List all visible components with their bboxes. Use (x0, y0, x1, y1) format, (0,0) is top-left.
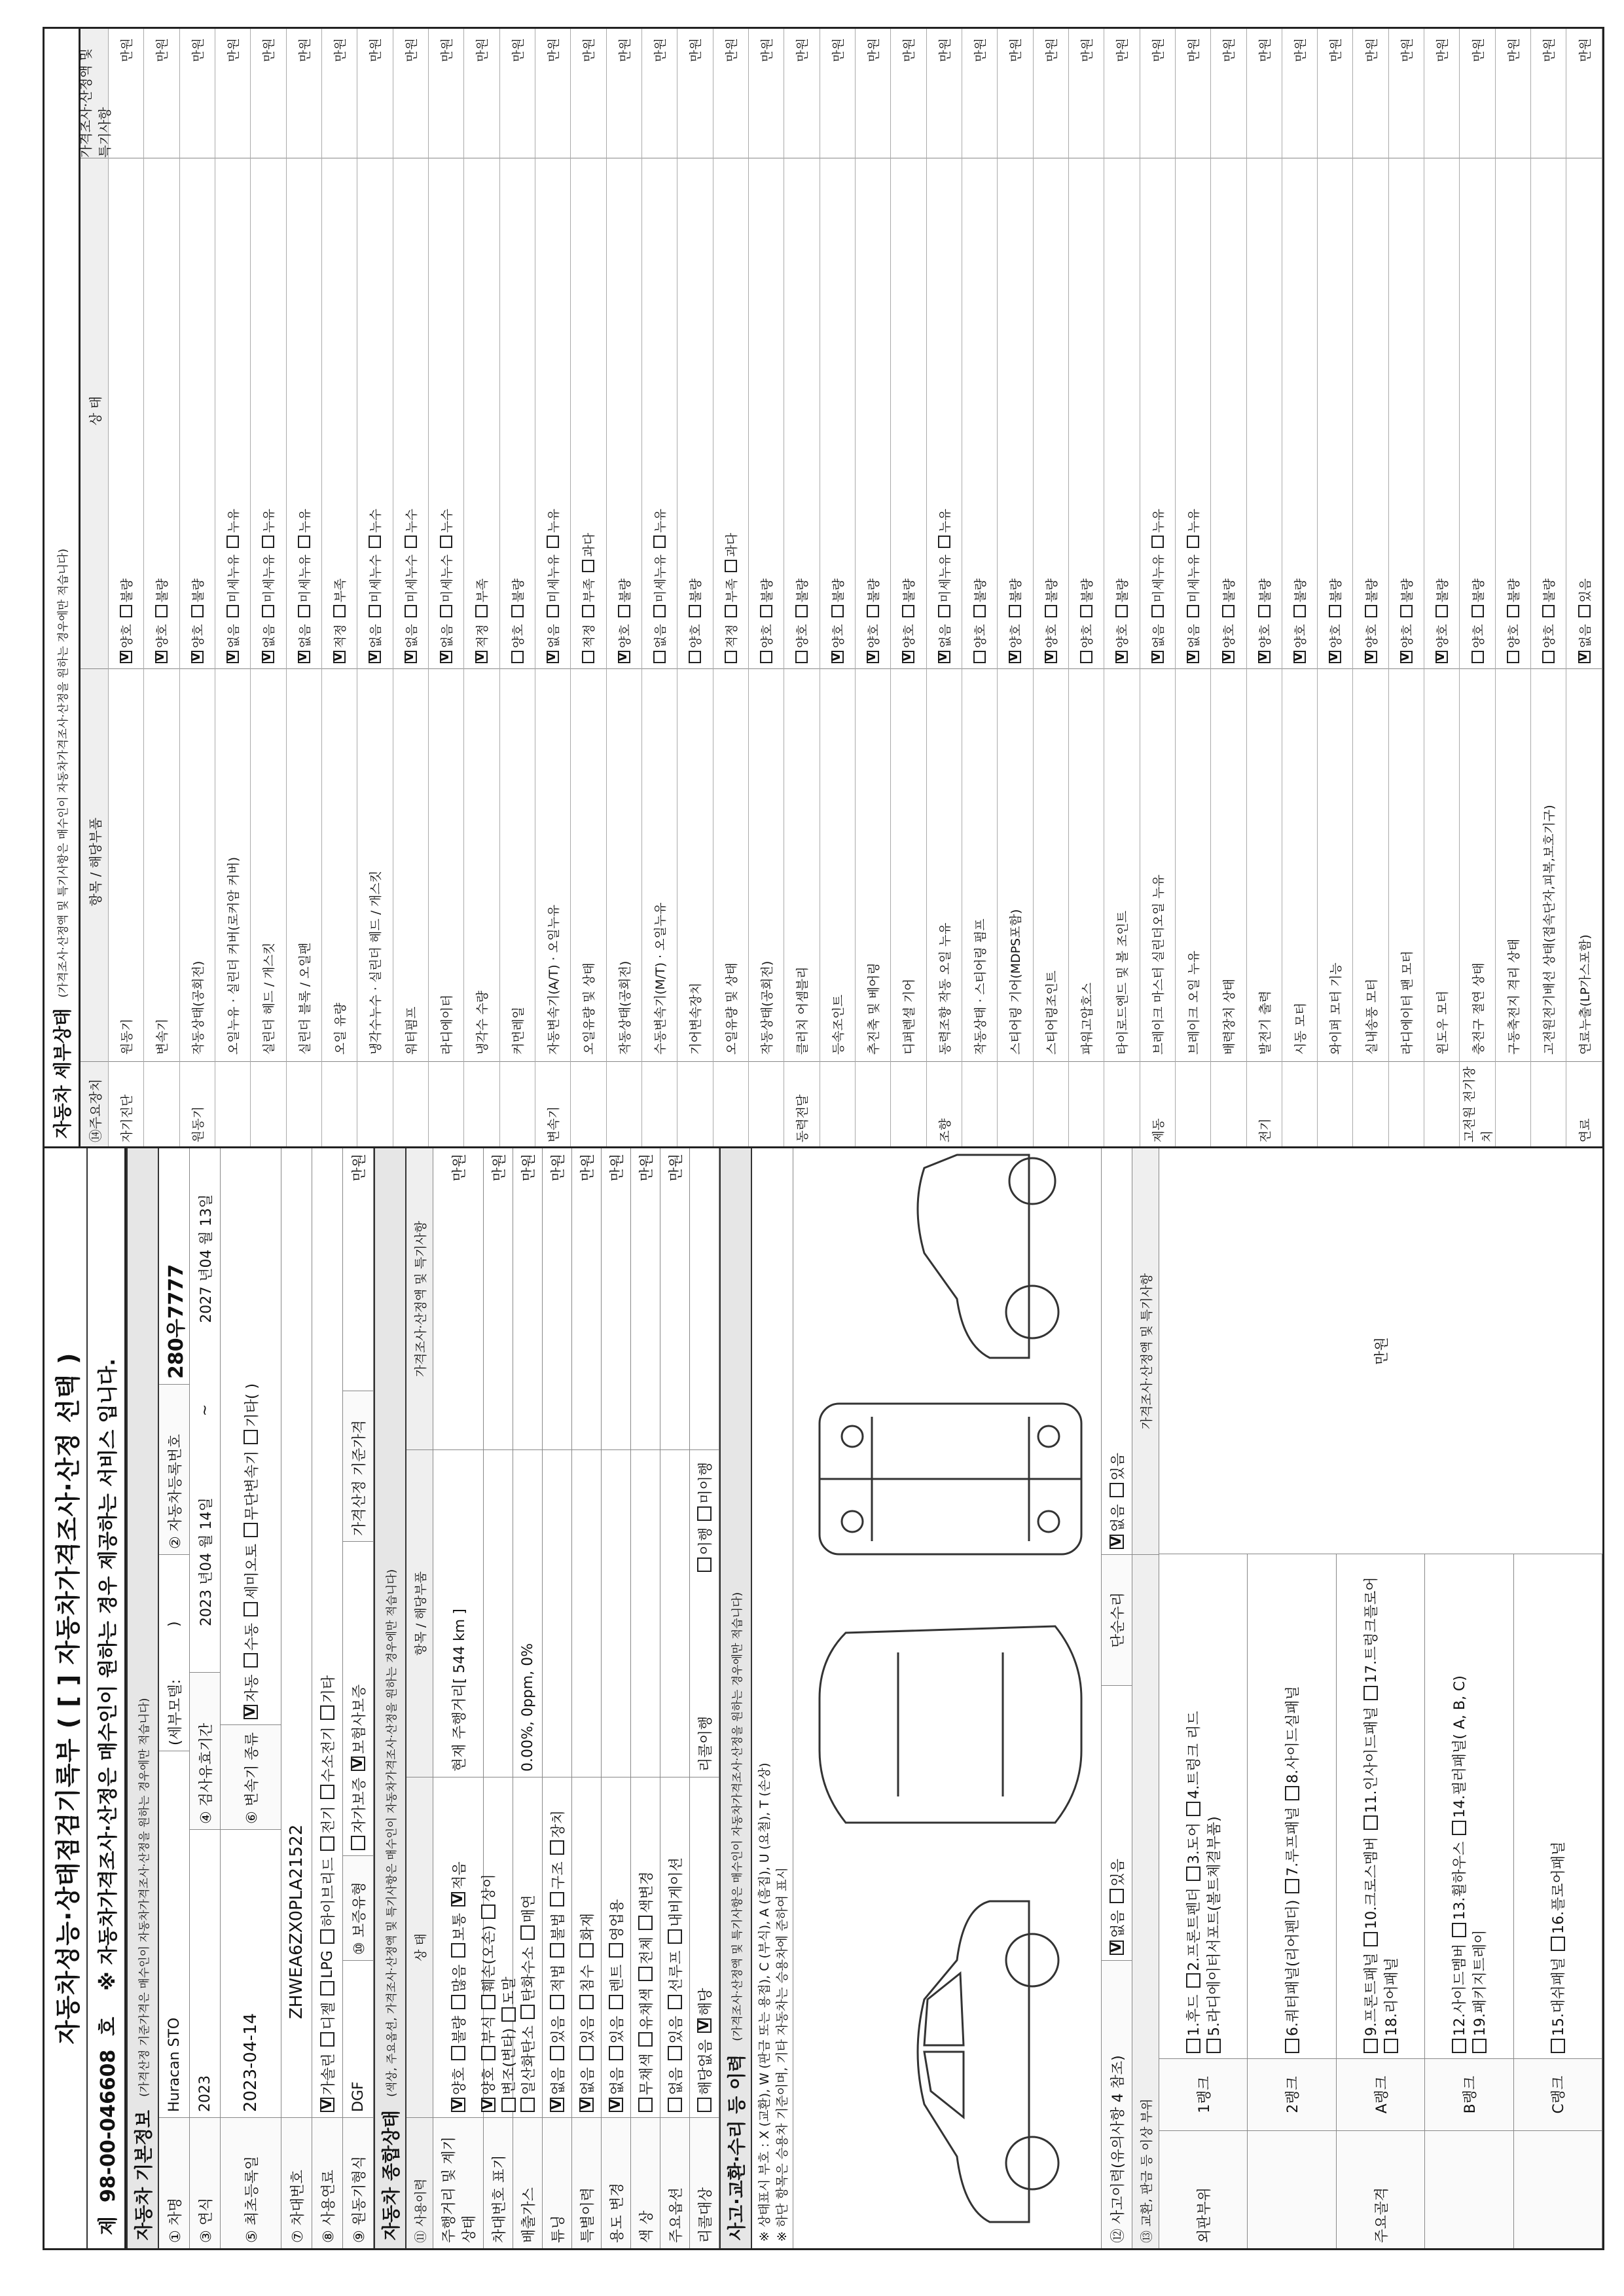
checkbox-checked[interactable] (262, 651, 274, 663)
checkbox[interactable] (973, 651, 986, 663)
checkbox[interactable] (1384, 2039, 1398, 2053)
checkbox-checked[interactable] (1365, 651, 1377, 663)
detail-row: 오일 유량 V 적정 부족 만원 (322, 29, 357, 1146)
checkbox[interactable] (1110, 1889, 1124, 1903)
checkbox[interactable] (638, 1916, 653, 1930)
checkbox[interactable] (1285, 1879, 1299, 1893)
exchange-table: 외판부위 1랭크 1.후드 2.프론트펜더 3.도어 4.트렁크 리드 5.라디에이터서포트(볼트체결부품) 2랭크 6.쿼터패널(리어펜더) 7.루프패널 8.사이드실패널 주요골격 A랭크 9.프론트패널 10.크로스멤버 11.인사이드패널 17.트렁크플로어 18.리어패널 B랭크 12.사이드멤버 13.휠하우스 14.필러패널( A, B, C) 19.패키지트레이 C랭크 15.대쉬패널 16.플로어패널 만원 (1159, 1148, 1602, 2248)
checkbox[interactable] (725, 560, 737, 572)
car-name-row: ① 차명 Huracan STO (세부모델: ) ② 자동차등록번호 280우7777 (159, 1148, 190, 2248)
checkbox[interactable] (697, 1506, 712, 1521)
checkbox-checked[interactable] (1187, 651, 1199, 663)
year-row: ③ 연식 2023 ④ 검사유효기간 2023 년04 월 14일 ~ 2027 년04 월 13일 (190, 1148, 221, 2248)
overall-header: 자동차 종합상태 (색상, 주요옵션, 가격조사·산정액 및 특기사항은 매수인이 자동차가격조사·산정을 원하는 경우에만 적습니다) (374, 1148, 406, 2248)
checkbox[interactable] (1578, 605, 1591, 617)
rank-row: 2랭크 6.쿼터패널(리어펜더) 7.루프패널 8.사이드실패널 (1248, 1554, 1336, 2248)
checkbox[interactable] (697, 1558, 712, 1572)
record-number: 제 98-00-046608 호 (97, 2016, 120, 2235)
checkbox[interactable] (1009, 605, 1021, 617)
checkbox[interactable] (520, 2005, 535, 2019)
overall-row: 주행거리 및 계기상태 V 양호 불량 많음 보통 V 적음 현재 주행거리[ 544 km ] 만원 (433, 1148, 484, 2248)
checkbox-checked[interactable] (120, 651, 132, 663)
checkbox[interactable] (244, 1430, 258, 1444)
checkbox-checked[interactable] (1115, 651, 1128, 663)
checkbox[interactable] (1452, 1923, 1466, 1937)
checkbox-checked[interactable] (1009, 651, 1021, 663)
detail-row: 변속기 자동변속기(A/T) · 오일누유 V 없음 미세누유 누유 만원 (535, 29, 571, 1146)
notice: ※ 자동차가격조사·산정은 매수인이 원하는 경우 제공하는 서비스 입니다. (97, 1358, 120, 1991)
checkbox[interactable] (451, 1943, 465, 1958)
detail-row: 추진축 및 베어링 V 양호 불량 만원 (856, 29, 891, 1146)
checkbox[interactable] (320, 1705, 334, 1720)
detail-row: 라디에이터 팬 모터 V 양호 불량 만원 (1389, 29, 1424, 1146)
detail-row: 원동기 작동상태(공회전) V 양호 불량 만원 (180, 29, 215, 1146)
checkbox[interactable] (120, 605, 132, 617)
checkbox[interactable] (547, 536, 559, 548)
overall-row: 튜닝 V 없음 있음 적법 불법 구조 장치 만원 (543, 1148, 572, 2248)
checkbox-checked[interactable] (320, 2098, 334, 2112)
checkbox-checked[interactable] (1258, 651, 1271, 663)
checkbox[interactable] (405, 536, 417, 548)
engine-row: ⑨ 원동기형식 DGF ⑩ 보증유형 자가보증 V 보험사보증 가격산정 기준가격 만원 (343, 1148, 374, 2248)
checkbox-checked[interactable] (191, 651, 204, 663)
detail-row: 변속기 V 양호 불량 만원 (144, 29, 179, 1146)
detail-row: 조향 동력조향 작동 오일 누유 V 없음 미세누유 누유 만원 (927, 29, 962, 1146)
checkbox[interactable] (1435, 605, 1448, 617)
rank-row: C랭크 15.대쉬패널 16.플로어패널 (1514, 1554, 1602, 2248)
checkbox[interactable] (697, 2098, 712, 2112)
detail-row: 동력전달 클러치 어셈블리 양호 불량 만원 (784, 29, 820, 1146)
checkbox[interactable] (867, 605, 879, 617)
checkbox[interactable] (1206, 2039, 1221, 2053)
checkbox[interactable] (1542, 605, 1555, 617)
detail-row: 디퍼렌셜 기어 V 양호 불량 만원 (891, 29, 926, 1146)
detail-row: 제동 브레이크 마스터 실린더오일 누유 V 없음 미세누유 누유 만원 (1140, 29, 1176, 1146)
checkbox[interactable] (405, 605, 417, 617)
checkbox[interactable] (1507, 605, 1519, 617)
checkbox-checked[interactable] (1435, 651, 1448, 663)
checkbox[interactable] (550, 1943, 564, 1958)
checkbox[interactable] (582, 560, 594, 572)
checkbox[interactable] (369, 536, 381, 548)
checkbox-checked[interactable] (351, 1757, 365, 1771)
checkbox-checked[interactable] (1045, 651, 1057, 663)
checkbox[interactable] (298, 605, 310, 617)
checkbox[interactable] (902, 605, 914, 617)
detail-row: 오일누유 · 실린더 커버(로커암 커버) V 없음 미세누유 누유 만원 (215, 29, 251, 1146)
detail-row: 고전원 전기장치 충전구 절연 상태 양호 불량 만원 (1460, 29, 1495, 1146)
detail-row: 구동축전지 격리 상태 양호 불량 만원 (1496, 29, 1531, 1146)
car-diagram (793, 1148, 1102, 2248)
checkbox[interactable] (520, 1925, 535, 1940)
checkbox[interactable] (1507, 651, 1519, 663)
detail-row: 브레이크 오일 누유 V 없음 미세누유 누유 만원 (1176, 29, 1211, 1146)
detail-row: 작동상태(공회전) 양호 불량 만원 (749, 29, 784, 1146)
detail-row: 고전원전기배선 상태(접속단자,피복,보호기구) 양호 불량 만원 (1531, 29, 1566, 1146)
accident-history-row: ⑫ 사고이력(유의사항 4 참조) V 없음 있음 단순수리 V 없음 있음 (1102, 1148, 1132, 2248)
checkbox-checked[interactable] (451, 2098, 465, 2112)
checkbox[interactable] (1285, 1786, 1299, 1800)
checkbox[interactable] (638, 2032, 653, 2047)
overall-rows (433, 1148, 719, 2248)
checkbox-checked[interactable] (369, 651, 381, 663)
checkbox-checked[interactable] (481, 2098, 496, 2112)
fuel-options: V 가솔린 디젤 LPG 하이브리드 전기 수소전기 기타 (312, 1148, 342, 2117)
checkbox[interactable] (481, 1995, 496, 2009)
checkbox[interactable] (760, 605, 772, 617)
checkbox[interactable] (609, 2046, 623, 2060)
checkbox[interactable] (440, 536, 452, 548)
checkbox-checked[interactable] (475, 651, 488, 663)
detail-row: 냉각수 수량 V 적정 부족 만원 (464, 29, 499, 1146)
detail-row: 실린더 헤드 / 개스킷 V 없음 미세누유 누유 만원 (251, 29, 286, 1146)
checkbox-checked[interactable] (1400, 651, 1413, 663)
checkbox[interactable] (262, 605, 274, 617)
checkbox[interactable] (1186, 1974, 1200, 1988)
checkbox[interactable] (1151, 536, 1164, 548)
checkbox-checked[interactable] (938, 651, 950, 663)
checkbox[interactable] (1400, 605, 1413, 617)
checkbox[interactable] (1329, 605, 1341, 617)
checkbox[interactable] (440, 605, 452, 617)
transmission-options: V 자동 수동 세미오토 무단변속기 기타( ) (221, 1148, 281, 1724)
first-registration-date: 2023-04-14 (221, 1829, 281, 2117)
checkbox[interactable] (451, 1995, 465, 2009)
overall-row: 배출가스 일산화탄소 탄화수소 매연 0.00%, 0ppm, 0% 만원 (513, 1148, 543, 2248)
checkbox[interactable] (550, 2046, 564, 2060)
checkbox[interactable] (1187, 536, 1199, 548)
checkbox[interactable] (638, 1967, 653, 1981)
checkbox-checked[interactable] (440, 651, 452, 663)
detail-table (78, 29, 1602, 1146)
checkbox-checked[interactable] (298, 651, 310, 663)
checkbox-checked[interactable] (1110, 1941, 1124, 1955)
checkbox[interactable] (938, 605, 950, 617)
checkbox-checked[interactable] (618, 651, 630, 663)
checkbox[interactable] (1471, 605, 1484, 617)
checkbox[interactable] (1452, 1821, 1466, 1835)
checkbox[interactable] (638, 2098, 653, 2112)
detail-row: 워터펌프 V 없음 미세누수 누수 만원 (393, 29, 429, 1146)
car-diagram-svg (793, 1148, 1101, 2248)
checkbox-checked[interactable] (550, 2098, 564, 2112)
checkbox[interactable] (550, 1840, 564, 1855)
checkbox[interactable] (1110, 1483, 1124, 1497)
checkbox[interactable] (1080, 605, 1092, 617)
checkbox[interactable] (795, 651, 808, 663)
checkbox[interactable] (689, 651, 701, 663)
checkbox-checked[interactable] (831, 651, 844, 663)
checkbox-checked[interactable] (155, 651, 168, 663)
registration-number: 280우7777 (165, 1264, 188, 1379)
car-name: Huracan STO (159, 1751, 189, 2117)
checkbox-checked[interactable] (1293, 651, 1306, 663)
checkbox[interactable] (795, 605, 808, 617)
detail-row: 시동 모터 V 양호 불량 만원 (1282, 29, 1318, 1146)
checkbox[interactable] (320, 1929, 334, 1944)
checkbox[interactable] (609, 1943, 623, 1958)
warranty-options: 자가보증 V 보험사보증 (343, 1541, 373, 1855)
checkbox[interactable] (1551, 1937, 1565, 1951)
detail-row: 배력장치 상태 V 양호 불량 만원 (1211, 29, 1246, 1146)
checkbox[interactable] (501, 2007, 516, 2022)
right-column (45, 29, 1602, 1146)
detail-row: 파워고압호스 양호 불량 만원 (1069, 29, 1104, 1146)
checkbox[interactable] (609, 1995, 623, 2009)
engine-type: DGF (343, 1960, 373, 2117)
checkbox[interactable] (244, 1602, 258, 1616)
checkbox[interactable] (550, 1995, 564, 2009)
checkbox[interactable] (579, 2046, 594, 2060)
fuel-row: ⑧ 사용연료 V 가솔린 디젤 LPG 하이브리드 전기 수소전기 기타 (312, 1148, 343, 2248)
checkbox[interactable] (668, 2046, 682, 2060)
detail-columns: ⑭주요장치 항목 / 해당부품 상 태 가격조사·산정액 및 특기사항 (81, 29, 109, 1146)
checkbox-checked[interactable] (867, 651, 879, 663)
checkbox[interactable] (1222, 605, 1235, 617)
checkbox[interactable] (760, 651, 772, 663)
checkbox[interactable] (725, 605, 737, 617)
checkbox[interactable] (1258, 605, 1271, 617)
checkbox[interactable] (618, 605, 630, 617)
checkbox-checked[interactable] (333, 651, 346, 663)
detail-row: 실린더 블록 / 오일팬 V 없음 미세누유 누유 만원 (287, 29, 322, 1146)
checkbox[interactable] (653, 536, 666, 548)
overall-row: 색 상 무채색 유채색 전체 색변경 만원 (631, 1148, 660, 2248)
overall-row: 특별이력 V 없음 있음 침수 화재 만원 (572, 1148, 602, 2248)
checkbox[interactable] (481, 1904, 496, 1919)
checkbox[interactable] (320, 1981, 334, 1995)
checkbox[interactable] (579, 1943, 594, 1958)
checkbox[interactable] (547, 605, 559, 617)
model-year: 2023 (190, 1829, 220, 2117)
detail-row: 커먼레일 양호 불량 만원 (500, 29, 535, 1146)
exchange-header: ⑬ 교환, 판금 등 이상 부위 가격조사·산정액 및 특기사항 (1132, 1148, 1159, 2248)
basic-info-header: 자동차 기본정보 (가격산정 기준가격은 매수인이 자동차가격조사·산정을 원하는 경우에만 적습니다) (126, 1148, 159, 2248)
checkbox[interactable] (1363, 1932, 1378, 1946)
overall-row: 주요옵션 없음 있음 선루프 내비게이션 만원 (660, 1148, 690, 2248)
record-number-line (88, 1148, 126, 2248)
left-column (45, 1146, 1602, 2248)
detail-row: 실내송풍 모터 V 양호 불량 만원 (1353, 29, 1388, 1146)
checkbox[interactable] (1365, 605, 1377, 617)
checkbox[interactable] (244, 1653, 258, 1667)
checkbox[interactable] (831, 605, 844, 617)
checkbox[interactable] (1542, 651, 1555, 663)
overall-columns: ⑪ 사용이력 상 태 항목 / 해당부품 가격조사·산정액 및 특기사항 (406, 1148, 433, 2248)
overall-row: 차대번호 표기 V 양호 부식 훼손(오손) 상이 변조(변타) 도말 만원 (484, 1148, 513, 2248)
checkbox[interactable] (582, 651, 594, 663)
detail-row: 작동상태 · 스티어링 펌프 양호 불량 만원 (962, 29, 998, 1146)
checkbox[interactable] (320, 1785, 334, 1799)
checkbox[interactable] (511, 651, 524, 663)
overall-row: 용도 변경 V 없음 있음 렌트 영업용 만원 (602, 1148, 631, 2248)
detail-row: 윈도우 모터 V 양호 불량 만원 (1424, 29, 1460, 1146)
checkbox-checked[interactable] (902, 651, 914, 663)
accident-header: 사고·교환·수리 등 이력 (가격조사·산정액 및 특기사항은 매수인이 자동차가격조사·산정을 원하는 경우에만 적습니다) (719, 1148, 752, 2248)
checkbox[interactable] (668, 2098, 682, 2112)
detail-row: 오일유량 및 상태 적정 부족 과다 만원 (571, 29, 606, 1146)
checkbox[interactable] (369, 605, 381, 617)
detail-row: 연료 연료누출(LP가스포함) V 없음 있음 만원 (1566, 29, 1602, 1146)
checkbox-checked[interactable] (547, 651, 559, 663)
checkbox[interactable] (244, 1523, 258, 1537)
checkbox[interactable] (653, 605, 666, 617)
checkbox[interactable] (582, 605, 594, 617)
checkbox[interactable] (481, 2046, 496, 2060)
checkbox[interactable] (1363, 2039, 1378, 2053)
legend: ※ 상태표시 부호 : X (교환), W (판금 또는 용접), C (부식), A (흠집), U (요철), T (손상) ※ 하단 항목은 승용차 기준이며, 기타 자동차는 승용차에 준하여 표시 (752, 1148, 793, 2248)
checkbox[interactable] (938, 536, 950, 548)
checkbox[interactable] (320, 2032, 334, 2047)
checkbox-checked[interactable] (697, 2018, 712, 2033)
vin: ZHWEA6ZX0PLA21522 (287, 1824, 306, 2019)
checkbox[interactable] (1363, 1815, 1378, 1830)
checkbox[interactable] (320, 1836, 334, 1851)
checkbox[interactable] (579, 1995, 594, 2009)
checkbox[interactable] (262, 536, 274, 548)
checkbox[interactable] (973, 605, 986, 617)
detail-row: 스티어링조인트 V 양호 불량 만원 (1034, 29, 1069, 1146)
detail-row: 스티어링 기어(MDPS포함) V 양호 불량 만원 (998, 29, 1033, 1146)
detail-row: 자기진단 원동기 V 양호 불량 만원 (109, 29, 144, 1146)
checkbox-checked[interactable] (1110, 1535, 1124, 1549)
detail-row: 라디에이터 V 없음 미세누수 누수 만원 (429, 29, 464, 1146)
checkbox[interactable] (1115, 605, 1128, 617)
checkbox[interactable] (451, 2046, 465, 2060)
checkbox[interactable] (1045, 605, 1057, 617)
checkbox[interactable] (1187, 605, 1199, 617)
checkbox[interactable] (1080, 651, 1092, 663)
vin-row: ⑦ 차대번호 ZHWEA6ZX0PLA21522 (281, 1148, 312, 2248)
checkbox[interactable] (1151, 605, 1164, 617)
checkbox[interactable] (653, 651, 666, 663)
checkbox[interactable] (511, 605, 524, 617)
checkbox-checked[interactable] (609, 2098, 623, 2112)
first-registration-row: ⑤ 최초등록일 2023-04-14 ⑥ 변속기 종류 V 자동 수동 세미오토 무단변속기 기타( ) (221, 1148, 281, 2248)
detail-header: 자동차 세부상태 (가격조사·산정액 및 특기사항은 매수인이 자동차가격조사·산정을 원하는 경우에만 적습니다) (45, 29, 81, 1146)
checkbox[interactable] (689, 605, 701, 617)
checkbox[interactable] (475, 605, 488, 617)
checkbox[interactable] (226, 536, 239, 548)
checkbox-checked[interactable] (1151, 651, 1164, 663)
checkbox[interactable] (520, 2098, 535, 2112)
checkbox-checked[interactable] (1329, 651, 1341, 663)
checkbox[interactable] (351, 1836, 365, 1850)
checkbox[interactable] (725, 651, 737, 663)
checkbox[interactable] (298, 536, 310, 548)
detail-row: 와이퍼 모터 기능 V 양호 불량 만원 (1318, 29, 1353, 1146)
detail-row: 냉각수누수 · 실린더 헤드 / 개스킷 V 없음 미세누수 누수 만원 (357, 29, 393, 1146)
checkbox[interactable] (191, 605, 204, 617)
checkbox[interactable] (501, 2098, 516, 2112)
checkbox-checked[interactable] (244, 1705, 258, 1719)
checkbox[interactable] (1551, 2039, 1565, 2053)
checkbox[interactable] (1186, 1802, 1200, 1816)
checkbox[interactable] (155, 605, 168, 617)
detail-row: 오일유량 및 상태 적정 부족 과다 만원 (713, 29, 749, 1146)
checkbox[interactable] (333, 605, 346, 617)
checkbox-checked[interactable] (451, 1892, 465, 1906)
detail-row: 타이로드엔드 및 볼 조인트 V 양호 불량 만원 (1104, 29, 1140, 1146)
overall-row: 리콜대상 해당없음 V 해당 리콜이행 이행 미이행 (690, 1148, 719, 2248)
checkbox-checked[interactable] (226, 651, 239, 663)
checkbox-checked[interactable] (1222, 651, 1235, 663)
checkbox[interactable] (550, 1892, 564, 1906)
checkbox[interactable] (1363, 1686, 1378, 1700)
checkbox[interactable] (1186, 2039, 1200, 2053)
checkbox[interactable] (668, 1995, 682, 2009)
checkbox[interactable] (1285, 2039, 1299, 2053)
checkbox[interactable] (226, 605, 239, 617)
checkbox-checked[interactable] (1578, 651, 1591, 663)
detail-row: 등속조인트 V 양호 불량 만원 (820, 29, 856, 1146)
detail-row: 작동상태(공회전) V 양호 불량 만원 (607, 29, 642, 1146)
detail-row: 전기 발전기 출력 V 양호 불량 만원 (1247, 29, 1282, 1146)
rank-row: 외판부위 1랭크 1.후드 2.프론트펜더 3.도어 4.트렁크 리드 5.라디에이터서포트(볼트체결부품) (1159, 1554, 1248, 2248)
checkbox[interactable] (1472, 2039, 1487, 2053)
checkbox[interactable] (668, 1929, 682, 1944)
checkbox[interactable] (1293, 605, 1306, 617)
rank-row: 주요골격 A랭크 9.프론트패널 10.크로스멤버 11.인사이드패널 17.트렁크플로어 18.리어패널 (1337, 1554, 1425, 2248)
detail-row: 수동변속기(M/T) · 오일누유 없음 미세누유 누유 만원 (642, 29, 677, 1146)
checkbox-checked[interactable] (579, 2098, 594, 2112)
rank-row: B랭크 12.사이드멤버 13.휠하우스 14.필러패널( A, B, C) 19.패키지트레이 (1425, 1554, 1513, 2248)
document-title: 자동차성능·상태점검기록부 ( [ ] 자동차가격조사·산정 선택 ) (45, 1148, 88, 2248)
checkbox[interactable] (1452, 2039, 1466, 2053)
checkbox[interactable] (1186, 1867, 1200, 1881)
checkbox-checked[interactable] (405, 651, 417, 663)
detail-row: 기어변속장치 양호 불량 만원 (677, 29, 713, 1146)
checkbox[interactable] (1471, 651, 1484, 663)
